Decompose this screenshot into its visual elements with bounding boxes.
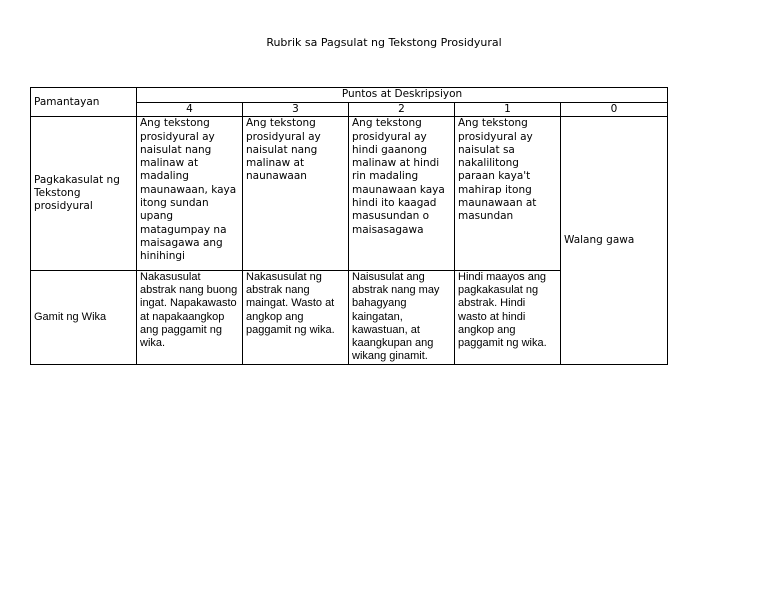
level-header-1: 1: [455, 103, 561, 117]
language-level-4-description: Nakasusulat abstrak nang buong ingat. Napakawasto at napakaangkop ang paggamit ng wika.: [137, 271, 243, 365]
language-level-3-description: Nakasusulat ng abstrak nang maingat. Wasto at angkop ang paggamit ng wika.: [243, 271, 349, 365]
criterion-language-use: Gamit ng Wika: [31, 271, 137, 365]
language-level-1-description: Hindi maayos ang pagkakasulat ng abstrak. Hindi wasto at hindi angkop ang paggamit ng wika.: [455, 271, 561, 365]
table-row: [31, 117, 668, 271]
criteria-header: Pamantayan: [31, 88, 137, 117]
criterion-writing: Pagkakasulat ng Tekstong prosidyural: [31, 117, 137, 271]
level-header-4: 4: [137, 103, 243, 117]
level-header-0: 0: [561, 103, 668, 117]
document-title: Rubrik sa Pagsulat ng Tekstong Prosidyural: [266, 36, 502, 49]
level-header-3: 3: [243, 103, 349, 117]
writing-level-1-description: Ang tekstong prosidyural ay naisulat sa nakalilitong paraan kaya't mahirap itong maunawaan at masundan: [455, 117, 561, 271]
rubric-table: [30, 87, 668, 365]
level-0-description: Walang gawa: [561, 117, 668, 365]
points-header: Puntos at Deskripsiyon: [137, 88, 668, 103]
writing-level-2-description: Ang tekstong prosidyural ay hindi gaanong malinaw at hindi rin madaling maunawaan kaya hindi ito kaagad masusundan o maisasagawa: [349, 117, 455, 271]
language-level-2-description: Naisusulat ang abstrak nang may bahagyang kaingatan, kawastuan, at kaangkupan ang wikang ginamit.: [349, 271, 455, 365]
writing-level-3-description: Ang tekstong prosidyural ay naisulat nang malinaw at naunawaan: [243, 117, 349, 271]
level-header-2: 2: [349, 103, 455, 117]
writing-level-4-description: Ang tekstong prosidyural ay naisulat nang malinaw at madaling maunawaan, kaya itong sundan upang matagumpay na maisagawa ang hinihingi: [137, 117, 243, 271]
